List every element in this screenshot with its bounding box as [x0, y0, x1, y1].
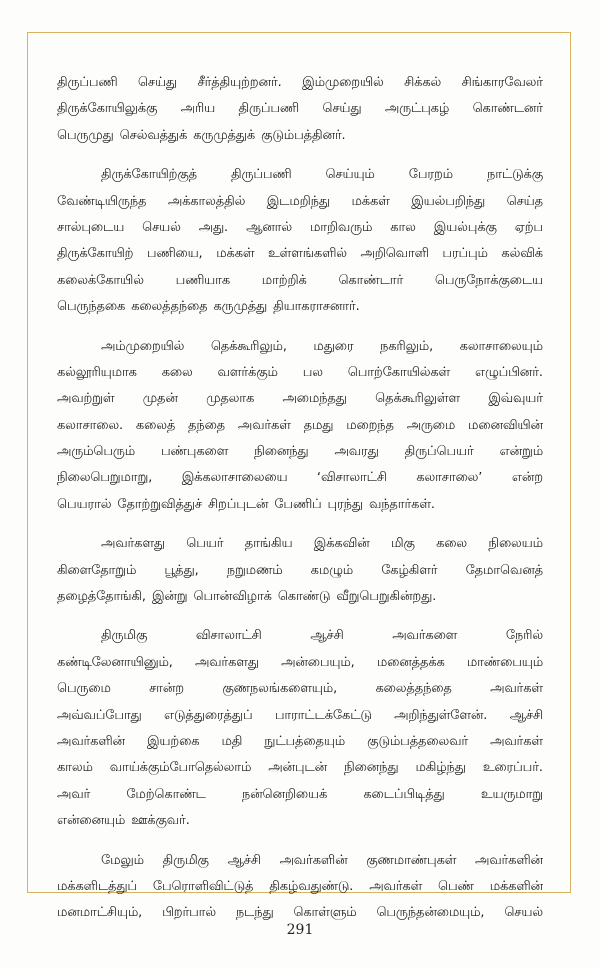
word: மேலும்	[101, 852, 144, 868]
word: அவர்களின்	[57, 733, 125, 749]
word: கமழும்	[310, 562, 354, 578]
word: செல்வத்துக்	[119, 127, 188, 143]
word: காலம்	[57, 760, 93, 776]
word: கொண்டனர்	[472, 101, 543, 117]
word: மனமாட்சியும்,	[57, 905, 143, 921]
word: திருக்கோயிற்குத்	[101, 167, 197, 183]
word: பண்புகளை	[160, 444, 229, 460]
word: அவர்கள்	[237, 417, 291, 433]
word: அருட்புகழ்	[384, 101, 450, 117]
page-number: 291	[286, 922, 314, 938]
text-line	[57, 465, 543, 491]
text-line	[57, 96, 543, 122]
word: திகழ்வதுண்டு.	[269, 878, 354, 894]
word: செயல்	[142, 219, 181, 235]
word: பரப்பும்	[442, 246, 488, 262]
word: நேரில்	[505, 628, 543, 644]
text-line	[57, 294, 543, 320]
word: அவர்கள்	[369, 878, 423, 894]
word: மக்களிடத்துப்	[57, 878, 137, 894]
text-line	[57, 215, 543, 241]
word: சிக்கல்	[404, 75, 442, 90]
word: மறைந்த	[346, 417, 394, 433]
word: உள்ளங்களில்	[268, 246, 347, 262]
word: அரிய	[180, 101, 216, 117]
word: சிறப்புடன்	[207, 496, 269, 512]
word: கிளைதோறும்	[57, 562, 137, 578]
word: குணநலங்களையும்,	[222, 681, 338, 697]
text-line	[57, 386, 543, 412]
word: மேற்கொண்ட	[126, 786, 206, 802]
word: நினைந்து	[344, 760, 399, 776]
word: கல்லூரியுமாக	[57, 364, 137, 380]
word: கலைக்கோயில்	[57, 272, 144, 288]
text-line	[57, 755, 543, 781]
word: கலைத்தந்தை	[131, 299, 208, 315]
paragraph	[57, 162, 543, 320]
word: இன்று	[151, 589, 188, 605]
word: செய்யும்	[325, 167, 375, 183]
text-line	[57, 189, 543, 215]
word: அறிவொளி	[360, 246, 429, 262]
word: பேரொளிவிட்டுத்	[152, 878, 254, 894]
word: அமைந்தது	[282, 391, 347, 407]
text-line	[57, 808, 543, 834]
word: செயல்	[504, 905, 543, 921]
word: மனைவியின்	[468, 417, 543, 433]
word: ஏற்ப	[514, 219, 543, 235]
word: கால	[390, 219, 416, 235]
word: இக்கலாசாலையை	[181, 470, 288, 486]
word: மாண்பையும்	[466, 654, 543, 670]
word: பொன்விழாக்	[193, 589, 272, 605]
text-line	[57, 268, 543, 294]
word: கண்டிலேனாயினும்,	[57, 654, 173, 670]
word: திருப்பெயர்	[404, 444, 474, 460]
text-line	[57, 703, 543, 729]
word: வந்தார்கள்.	[368, 496, 435, 512]
word: நகரிலும்,	[380, 338, 434, 354]
word: திருப்பணி	[238, 101, 299, 117]
text-line	[57, 70, 543, 96]
word: வேண்டியிருந்த	[57, 193, 147, 209]
word: பெண்	[438, 878, 474, 894]
word: வளர்க்கும்	[217, 364, 278, 380]
word: பேரறம்	[408, 167, 453, 183]
word: கடைப்பிடித்து	[363, 786, 445, 802]
word: எழுப்பினர்.	[474, 364, 543, 380]
word: பெருந்தகை	[57, 299, 126, 315]
word: அவற்றுள்	[57, 391, 115, 407]
word: அக்காலத்தில்	[167, 193, 246, 209]
word: இம்முறையில்	[302, 75, 384, 90]
word: சீர்த்தியுற்றனர்.	[197, 75, 282, 90]
word: நினைந்து	[254, 444, 309, 460]
word: கலைத்	[135, 417, 176, 433]
word: பணியை,	[146, 246, 203, 262]
word: திருக்கோயிற்	[57, 246, 134, 262]
word: தேமாவெனத்	[465, 562, 543, 578]
word: அவர்களது	[101, 536, 165, 552]
text-line	[57, 729, 543, 755]
word: அவர்	[57, 786, 91, 802]
word: அன்பையும்,	[281, 654, 355, 670]
word: என்னையும்	[57, 813, 126, 829]
word: ஆச்சி	[509, 707, 543, 723]
word: அரும்பெரும்	[57, 444, 136, 460]
word: குடும்பத்தலைவர்	[367, 733, 469, 749]
word: விசாலாட்சி	[195, 628, 262, 644]
text-line	[57, 874, 543, 900]
word: என்றும்	[499, 444, 543, 460]
word: தெக்கூரிலும்,	[210, 338, 287, 354]
word: ஆச்சி	[227, 852, 261, 868]
text-line	[57, 492, 543, 518]
word: சால்புடைய	[57, 219, 125, 235]
word: அவர்களது	[194, 654, 259, 670]
word: அவரது	[334, 444, 379, 460]
word: கலை	[436, 536, 468, 552]
word: மதுரை	[313, 338, 354, 354]
word: மாற்றிக்	[261, 272, 307, 288]
word: குடும்பத்தினர்.	[261, 127, 346, 143]
word: அவர்கள்	[490, 733, 543, 749]
word: கல்விக்	[501, 246, 543, 262]
word: அவர்களின்	[475, 852, 543, 868]
word: உரைப்பர்.	[482, 760, 543, 776]
body-text	[57, 70, 543, 940]
text-line	[57, 360, 543, 386]
text-line	[57, 782, 543, 808]
paragraph	[57, 70, 543, 149]
word: பூத்து,	[164, 562, 199, 578]
word: இடமறிந்து	[266, 193, 330, 209]
text-line	[57, 334, 543, 360]
word: தழைத்தோங்கி,	[57, 589, 146, 605]
word: இவ்வுயர்	[488, 391, 543, 407]
word: கேழ்கிளர்	[381, 562, 438, 578]
word: முதலாக	[206, 391, 255, 407]
word: நடந்து	[235, 905, 274, 921]
word: கருமுத்துக்	[193, 127, 256, 143]
word: பல	[302, 364, 323, 380]
word: தெக்கூரிலுள்ள	[375, 391, 460, 407]
word: திருப்பணி	[57, 75, 118, 90]
word: கலாசாலையும்	[459, 338, 543, 354]
word: பெருந்தன்மையும்,	[376, 905, 485, 921]
word: மாறிவரும்	[309, 219, 373, 235]
word: ஆச்சி	[310, 628, 344, 644]
word: பாராட்டக்கேட்டு	[274, 707, 372, 723]
word: திருக்கோயிலுக்கு	[57, 101, 158, 117]
word: அவ்வப்போது	[57, 707, 142, 723]
word: என்ற	[511, 470, 543, 486]
word: தியாகராசனார்.	[273, 299, 360, 315]
word: பிறர்பால்	[162, 905, 216, 921]
word: நுட்பத்தையும்	[264, 733, 346, 749]
word: பெருமுது	[57, 127, 114, 143]
word: தாங்கிய	[244, 536, 293, 552]
word: புரந்து	[327, 496, 363, 512]
word: மக்கள்	[216, 246, 255, 262]
text-line	[57, 413, 543, 439]
text-line	[57, 848, 543, 874]
word: குணமாண்புகள்	[366, 852, 457, 868]
word: ‘விசாலாட்சி	[316, 470, 387, 486]
word: உயருமாறு	[480, 786, 543, 802]
word: அவர்களை	[392, 628, 458, 644]
paragraph	[57, 334, 543, 519]
word: பேணிப்	[274, 496, 322, 512]
word: பெயரால்	[57, 496, 112, 512]
word: அது.	[198, 219, 229, 235]
word: மக்களின்	[489, 878, 543, 894]
word: வாய்க்கும்போதெல்லாம்	[109, 760, 252, 776]
text-line	[57, 650, 543, 676]
text-line	[57, 241, 543, 267]
word: சிங்காரவேலர்	[461, 75, 543, 90]
word: அவர்களின்	[279, 852, 348, 868]
word: அருமை	[406, 417, 456, 433]
word: பொற்கோயில்கள்	[347, 364, 451, 380]
paragraph	[57, 623, 543, 834]
word: திருப்பணி	[230, 167, 292, 183]
word: கொண்டு	[277, 589, 331, 605]
word: அறிந்துள்ளேன்.	[394, 707, 488, 723]
text-line	[57, 123, 543, 149]
text-line	[57, 558, 543, 584]
text-line	[57, 531, 543, 557]
word: கலாசாலை.	[57, 417, 124, 433]
word: அம்முறையில்	[101, 338, 185, 354]
word: பெருநோக்குடைய	[434, 272, 543, 288]
word: செய்து	[322, 101, 362, 117]
word: சான்ற	[149, 681, 184, 697]
word: நிலைபெறுமாறு,	[57, 470, 153, 486]
paragraph	[57, 531, 543, 610]
word: இயல்பறிந்து	[411, 193, 486, 209]
word: இக்கவின்	[313, 536, 370, 552]
word: இயற்கை	[146, 733, 200, 749]
word: செய்து	[137, 75, 178, 90]
word: பணியாக	[175, 272, 231, 288]
word: ஊக்குவர்.	[131, 813, 190, 829]
word: கருமுத்து	[213, 299, 268, 315]
word: மகிழ்ந்து	[415, 760, 466, 776]
word: திருமிகு	[162, 852, 209, 868]
word: நறுமணம்	[226, 562, 283, 578]
word: கலை	[161, 364, 193, 380]
word: நாட்டுக்கு	[487, 167, 543, 183]
word: தமது	[303, 417, 334, 433]
text-line	[57, 439, 543, 465]
word: இயல்புக்கு	[433, 219, 497, 235]
word: மதி	[221, 733, 243, 749]
text-line	[57, 162, 543, 188]
word: ஆனால்	[246, 219, 292, 235]
word: வீறுபெறுகின்றது.	[336, 589, 437, 605]
text-line	[57, 623, 543, 649]
word: மிகு	[390, 536, 415, 552]
word: நன்னெறியைக்	[241, 786, 328, 802]
word: கலைத்தந்தை	[375, 681, 452, 697]
word: பெருமை	[57, 681, 111, 697]
word: கொள்ளும்	[293, 905, 357, 921]
word: திருமிகு	[101, 628, 148, 644]
word: கலாசாலை’	[416, 470, 483, 486]
word: அவர்கள்	[490, 681, 543, 697]
text-line	[57, 676, 543, 702]
text-line	[57, 584, 543, 610]
word: தோற்றுவித்துச்	[117, 496, 202, 512]
word: தந்தை	[188, 417, 226, 433]
paragraph	[57, 848, 543, 927]
word: மக்கள்	[351, 193, 390, 209]
word: நிலையம்	[488, 536, 543, 552]
word: மனைத்தக்க	[376, 654, 445, 670]
word: கொண்டார்	[338, 272, 404, 288]
word: எடுத்துரைத்துப்	[163, 707, 253, 723]
word: முதன்	[142, 391, 178, 407]
word: பெயர்	[186, 536, 224, 552]
word: அன்புடன்	[268, 760, 328, 776]
word: செய்த	[506, 193, 543, 209]
